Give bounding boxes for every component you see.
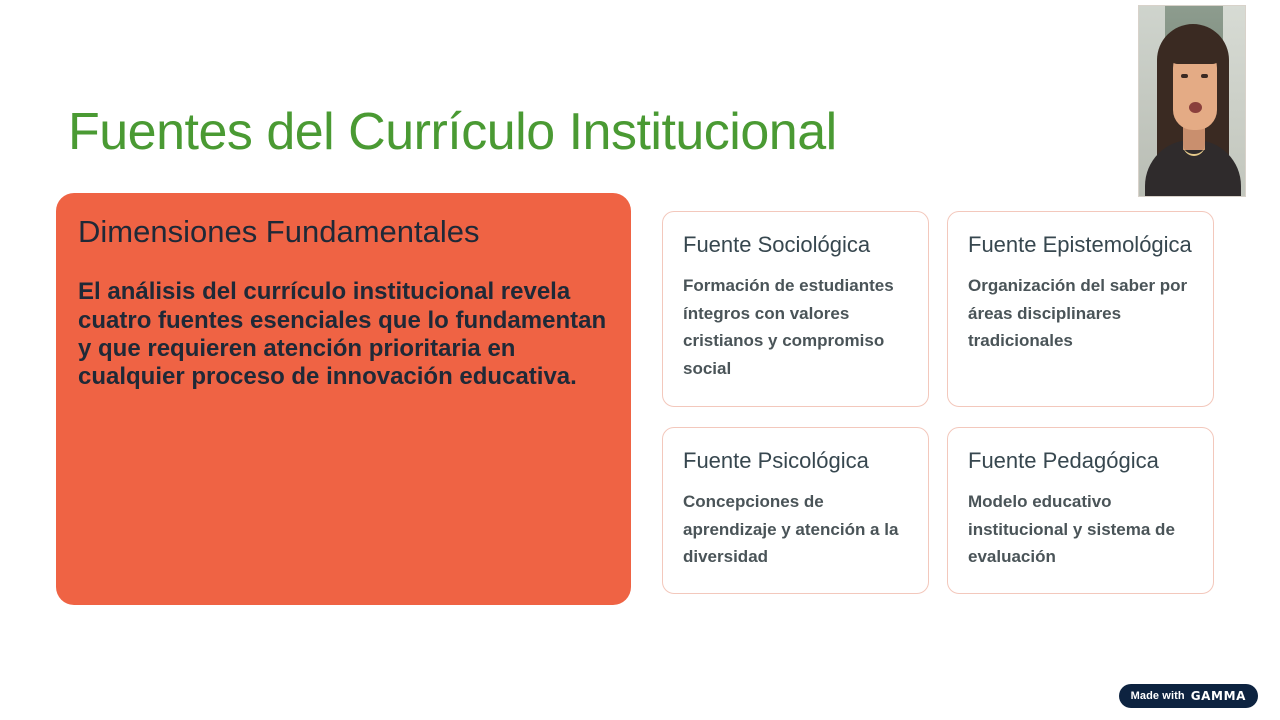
card-title: Fuente Psicológica bbox=[683, 448, 869, 473]
card-title: Fuente Pedagógica bbox=[968, 448, 1159, 473]
made-with-label: Made with bbox=[1130, 690, 1185, 702]
card-title: Fuente Sociológica bbox=[683, 232, 871, 257]
presenter-webcam-video[interactable] bbox=[1138, 5, 1246, 197]
card-fuente-epistemologica bbox=[947, 211, 1214, 407]
gamma-logo: GAMMA bbox=[1190, 689, 1246, 703]
card-text: Organización del saber por áreas disciplinares tradicionales bbox=[968, 276, 1188, 351]
card-fuente-pedagogica bbox=[947, 427, 1214, 594]
dimensions-panel-heading: Dimensiones Fundamentales bbox=[78, 214, 480, 249]
card-text: Concepciones de aprendizaje y atención a la diversidad bbox=[683, 492, 899, 567]
card-text: Modelo educativo institucional y sistema de evaluación bbox=[968, 492, 1175, 567]
made-with-gamma-badge[interactable] bbox=[1119, 684, 1258, 708]
dimensions-panel-body: El análisis del currículo institucional revela cuatro fuentes esenciales que lo fundamentan y que requieren atención prioritaria en cualquier proceso de innovación educativa. bbox=[78, 278, 607, 391]
card-text: Formación de estudiantes íntegros con valores cristianos y compromiso social bbox=[683, 276, 894, 378]
dimensions-panel bbox=[56, 193, 631, 605]
sources-card-grid bbox=[662, 211, 1214, 594]
presenter-eye-right bbox=[1201, 74, 1208, 78]
card-fuente-psicologica bbox=[662, 427, 929, 594]
page-title: Fuentes del Currículo Institucional bbox=[68, 103, 837, 161]
presenter-mouth bbox=[1189, 102, 1202, 113]
presenter-fringe bbox=[1169, 36, 1221, 64]
presenter-eye-left bbox=[1181, 74, 1188, 78]
card-fuente-sociologica bbox=[662, 211, 929, 407]
card-title: Fuente Epistemológica bbox=[968, 232, 1192, 257]
